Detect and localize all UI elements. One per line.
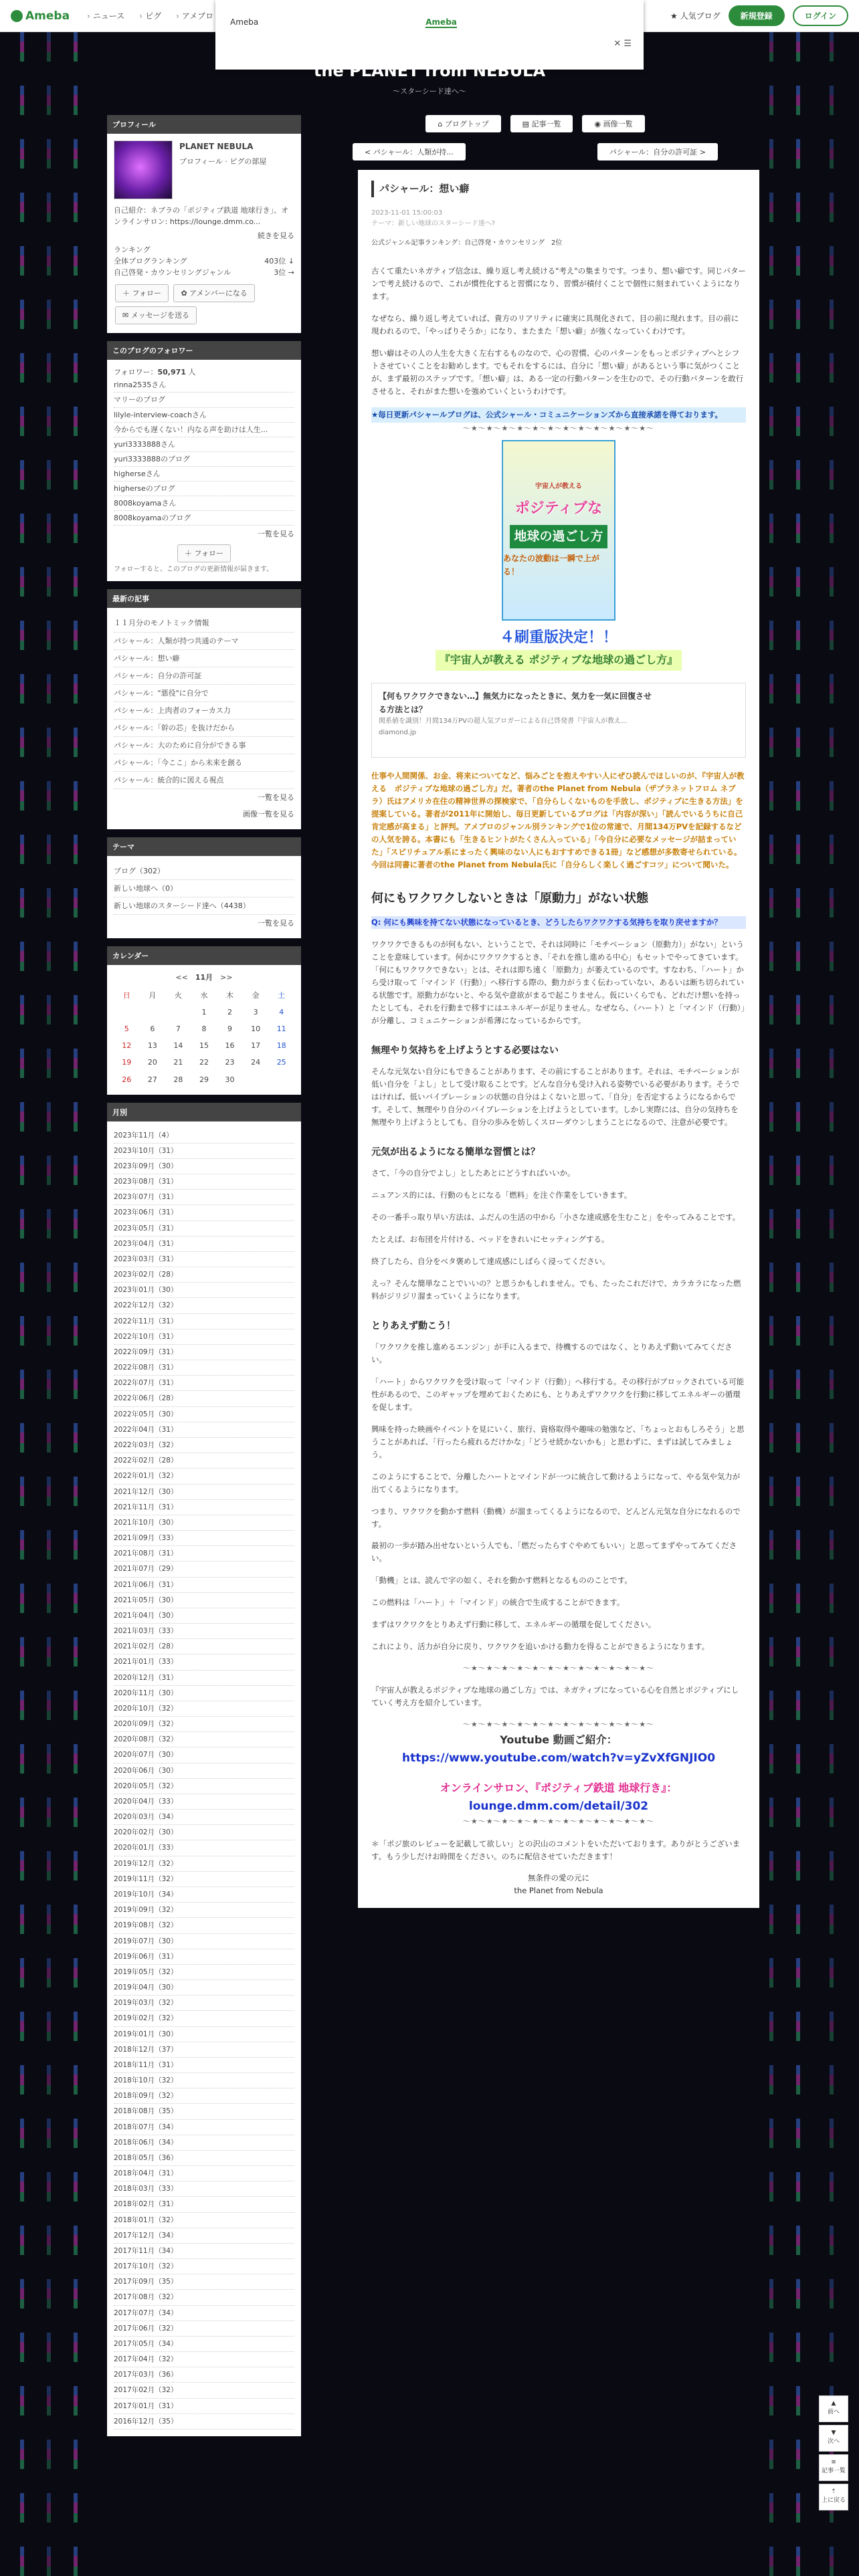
heading-c: 元気が出るようになる簡単な習慣とは？ (371, 1146, 540, 1158)
followers-panel (107, 341, 301, 581)
follower-item[interactable]: マリーのブログ (114, 393, 294, 407)
cal-date[interactable]: 23 (225, 1058, 235, 1067)
recent-item[interactable]: パシャール：統合的に図える視点 (114, 772, 294, 789)
themes-header: テーマ (107, 837, 301, 856)
rank1-label[interactable]: 全体ブログランキング (114, 257, 187, 266)
cal-prev[interactable]: << (175, 973, 188, 982)
gnav-ameblo[interactable]: › アメブロ (176, 10, 213, 21)
recent-item[interactable]: パシャール："悪役"に自分で (114, 685, 294, 702)
month-item[interactable]: 2022年10月（31） (114, 1329, 294, 1345)
cal-week-row (114, 1004, 294, 1021)
book-cover-image[interactable]: 宇宙人が教える ポジティブな 地球の過ごし方 あなたの波動は一瞬で上がる！ (502, 440, 615, 621)
heading-d: とりあえず動こう！ (371, 1320, 456, 1331)
month-item[interactable]: 2021年03月（33） (114, 1624, 294, 1639)
profile-more-link[interactable]: 続きを見る (258, 231, 294, 241)
cal-date[interactable]: 19 (122, 1058, 132, 1067)
month-item[interactable]: 2018年01月（32） (114, 2213, 294, 2228)
divider-wave-3: 〜★〜★〜★〜★〜★〜★〜★〜★〜★〜★〜★〜★〜 (462, 1720, 655, 1729)
month-item[interactable]: 2022年07月（31） (114, 1376, 294, 1391)
para-16: つまり、ワクワクを動かす燃料（動機）が溜まってくるようになるので、どんどん元気な自分になれるのです。 (371, 1506, 741, 1529)
para-2: なぜなら、繰り返し考えていれば、貴方のリアリティに確実に具現化されて、目の前に現れます。目の前に現われるので、「やっぱりそうか」になり、またまた「想い癖」が強くなっていくわけです。 (371, 314, 739, 336)
para-13: 「ハート」からワクワクを受け取って「マインド（行動）」へ移行する。その移行がブロックされている可能性があるので、このギャップを埋めておくためにも、とりあえずワクワクを行動に移してエネルギーの循環を促します。 (371, 1376, 745, 1412)
follower-item[interactable]: yuri3333888のブログ (114, 452, 294, 467)
month-item[interactable]: 2021年04月（30） (114, 1608, 294, 1624)
follow-note: フォローすると、このブログの更新情報が届きます。 (114, 565, 274, 573)
cal-date[interactable]: 14 (173, 1041, 183, 1051)
follower-item[interactable]: lilyle-interview-coachさん (114, 408, 294, 423)
signature-2: the Planet from Nebula (514, 1886, 603, 1896)
cal-date (165, 1004, 191, 1021)
month-item[interactable]: 2022年08月（31） (114, 1360, 294, 1376)
next-fab-button[interactable]: ▼ 次へ (819, 2425, 848, 2452)
month-item[interactable]: 2017年11月（34） (114, 2244, 294, 2259)
month-item[interactable]: 2020年12月（31） (114, 1671, 294, 1686)
cal-week-row (114, 1037, 294, 1054)
month-item[interactable]: 2020年04月（33） (114, 1794, 294, 1810)
cal-date[interactable]: 20 (147, 1058, 157, 1067)
month-item[interactable]: 2020年11月（30） (114, 1686, 294, 1701)
follower-list (114, 378, 294, 525)
para-19: この燃料は「ハート」＋「マインド」の統合で生成することができます。 (371, 1598, 625, 1608)
month-item[interactable]: 2021年02月（28） (114, 1639, 294, 1654)
themes-more-link[interactable]: 一覧を見る (258, 919, 294, 928)
follower-item[interactable]: yuri3333888さん (114, 437, 294, 452)
para-22: 『宇宙人が教えるポジティブな地球の過ごし方』では、ネガティブになっている心を自然とポジティブにしていく考え方を紹介しています。 (371, 1685, 739, 1708)
month-item[interactable]: 2023年08月（31） (114, 1174, 294, 1190)
salon-label: オンラインサロン、『ポジティブ鉄道 地球行き』： (440, 1781, 678, 1794)
themes-list (114, 863, 294, 915)
month-item[interactable]: 2020年07月（30） (114, 1747, 294, 1763)
cal-date[interactable]: 15 (199, 1041, 209, 1051)
themes-panel (107, 837, 301, 938)
theme-item[interactable]: ブログ（302） (114, 863, 294, 880)
month-item[interactable]: 2019年08月（32） (114, 1918, 294, 1933)
para-12: 「ワクワクを推し進めるエンジン」が手に入るまで、待機するのではなく、とりあえず動いてみてください。 (371, 1341, 733, 1364)
top-fab-button[interactable]: ⇡ 上に戻る (819, 2484, 848, 2510)
recent-more-link[interactable]: 一覧を見る (258, 792, 294, 802)
sidebar (107, 115, 301, 2444)
entry-list-button[interactable]: ▤ 記事一覧 (510, 115, 573, 132)
cal-date[interactable]: 27 (147, 1075, 157, 1084)
month-item[interactable]: 2019年10月（34） (114, 1887, 294, 1903)
cal-date[interactable]: 24 (251, 1058, 261, 1067)
month-item[interactable]: 2021年10月（30） (114, 1515, 294, 1531)
ameba-logo-icon (11, 10, 23, 22)
follow-button[interactable]: ＋ フォロー (115, 284, 169, 302)
month-item[interactable]: 2017年09月（35） (114, 2274, 294, 2290)
cal-day-header: 火 (174, 991, 182, 1000)
cal-date[interactable]: 6 (150, 1025, 155, 1034)
month-item[interactable]: 2020年02月（30） (114, 1825, 294, 1840)
recent-item[interactable]: パシャール：上肉者のフォーカス力 (114, 702, 294, 720)
month-item[interactable]: 2022年12月（32） (114, 1298, 294, 1313)
month-item[interactable]: 2023年05月（31） (114, 1221, 294, 1237)
cal-day-header: 土 (278, 991, 286, 1000)
para-6: さて、「今の自分でよし」としたあとにどうすればいいか。 (371, 1168, 575, 1178)
follower-count: フォロワー：50,971 人 (114, 368, 196, 377)
month-item[interactable]: 2023年04月（31） (114, 1237, 294, 1252)
month-item[interactable]: 2021年05月（30） (114, 1593, 294, 1608)
avatar[interactable] (114, 140, 173, 199)
cal-header-row (114, 987, 294, 1004)
month-item[interactable]: 2022年03月（32） (114, 1438, 294, 1453)
follower-item[interactable]: rinna2535さん (114, 378, 294, 393)
floating-nav (819, 2395, 848, 2513)
cal-week-row (114, 1021, 294, 1037)
heading-b: 無理やり気持ちを上げようとする必要はない (371, 1045, 559, 1056)
month-item[interactable]: 2023年09月（30） (114, 1159, 294, 1174)
cal-date[interactable]: 9 (227, 1025, 233, 1034)
cal-date[interactable]: 25 (276, 1058, 286, 1067)
month-item[interactable]: 2019年09月（32） (114, 1903, 294, 1918)
month-item[interactable]: 2017年12月（34） (114, 2228, 294, 2244)
ameba-logo[interactable]: Ameba (11, 9, 70, 23)
recent-item[interactable]: パシャール：大のために自分ができる事 (114, 737, 294, 754)
cal-week-row (114, 1054, 294, 1071)
para-23: ＊「ポジ旅のレビューを記載して欲しい」との沢山のコメントをいただいております。ありがとうございます。もう少しだけお時間をください。のちに配信させていただきます！ (371, 1838, 741, 1861)
recent-item[interactable]: パシャール：想い癖 (114, 650, 294, 667)
month-item[interactable]: 2017年02月（32） (114, 2383, 294, 2398)
month-item[interactable]: 2020年10月（32） (114, 1701, 294, 1717)
month-item[interactable]: 2018年03月（33） (114, 2181, 294, 2197)
images-more-link[interactable]: 画像一覧を見る (243, 810, 294, 819)
cal-date[interactable]: 8 (201, 1025, 207, 1034)
month-item[interactable]: 2019年07月（30） (114, 1934, 294, 1949)
book-intro-paragraph: 仕事や人間関係、お金、将来についてなど、悩みごとを抱えやすい人にぜひ読んでほしいのが、『宇宙人が教える ポジティブな地球の過ごし方』だ。著者のthe Planet from Nebula（ザプラネットフロム ネブラ）氏はアメリカ在住の精神世界の探検家で、「自分らしくないものを手放し、ポジティブに生きる方法」を提案している。著者が2011年に開始し、毎日更新しているブログは「内容が深い」「読んでいるうちに自己肯定感が高まる」と評判。アメブロのジャンル別ランキングで1位の常連で、月間134万PVを記録するなどの人気を誇る。本書にも「生きるヒントがたくさん入っている」「今自分に必要なメッセージが詰まっていた」「スピリチュアル系にまったく興味のない人にもおすすめできる1冊」など感想が多数寄せられている。今回は同書に著者のthe Planet from Nebula氏に「自分らしく楽しく過ごすコツ」について聞いた。 (371, 770, 745, 869)
profile-header: プロフィール (107, 115, 301, 134)
salon-link[interactable]: lounge.dmm.com/detail/302 (468, 1800, 649, 1814)
month-item[interactable]: 2017年06月（32） (114, 2321, 294, 2337)
month-item[interactable]: 2018年06月（34） (114, 2135, 294, 2151)
month-item[interactable]: 2020年08月（32） (114, 1732, 294, 1747)
month-item[interactable]: 2018年09月（32） (114, 2088, 294, 2104)
prev-entry-link[interactable]: < パシャール：人類が持... (353, 143, 466, 160)
month-item[interactable]: 2022年01月（32） (114, 1469, 294, 1484)
followers-more-link[interactable]: 一覧を見る (258, 529, 294, 538)
profile-name[interactable]: PLANET NEBULA (179, 142, 254, 151)
cal-date[interactable]: 2 (227, 1008, 233, 1017)
theme-item[interactable]: 新しい地球へ（0） (114, 880, 294, 897)
article-theme[interactable]: テーマ：新しい地球のスターシード達へ? (371, 220, 496, 228)
month-item[interactable]: 2019年05月（32） (114, 1965, 294, 1980)
blog-title[interactable]: the PLANET from NEBULA (313, 62, 546, 80)
month-item[interactable]: 2017年10月（32） (114, 2259, 294, 2274)
month-item[interactable]: 2017年03月（36） (114, 2367, 294, 2383)
calendar-panel (107, 946, 301, 1094)
month-item[interactable]: 2019年01月（30） (114, 2027, 294, 2042)
cal-date (140, 1004, 166, 1021)
cal-date[interactable]: 12 (122, 1041, 132, 1051)
month-item[interactable]: 2023年07月（31） (114, 1190, 294, 1205)
cal-date[interactable]: 30 (225, 1075, 235, 1084)
cal-date[interactable]: 10 (251, 1025, 261, 1034)
ad-tab-1[interactable]: Ameba (230, 17, 259, 27)
para-17: 最初の一歩が踏み出せないという人でも、「燃だったらすぐやめてもいい」と思ってまずやってみてください。 (371, 1541, 737, 1564)
recent-panel (107, 589, 301, 829)
main-content (311, 115, 759, 1908)
link-card[interactable] (371, 683, 746, 758)
article (358, 170, 759, 1908)
para-8: その一番手っ取り早い方法は、ふだんの生活の中から「小さな達成感を生むこと」をやってみることです。 (371, 1212, 741, 1222)
gnav-pigg[interactable]: › ピグ (139, 10, 161, 21)
month-item[interactable]: 2021年08月（31） (114, 1546, 294, 1562)
cal-date (114, 1004, 140, 1021)
theme-item[interactable]: 新しい地球のスターシード達へ（4438） (114, 897, 294, 915)
month-item[interactable]: 2018年11月（31） (114, 2058, 294, 2073)
month-item[interactable]: 2022年04月（31） (114, 1422, 294, 1438)
month-item[interactable]: 2022年06月（28） (114, 1391, 294, 1406)
month-item[interactable]: 2021年09月（33） (114, 1531, 294, 1546)
month-item[interactable]: 2022年02月（28） (114, 1453, 294, 1469)
follower-item[interactable]: 8008koyamaさん (114, 496, 294, 511)
divider-wave: 〜★〜★〜★〜★〜★〜★〜★〜★〜★〜★〜★〜★〜 (462, 423, 655, 433)
month-item[interactable]: 2019年12月（32） (114, 1856, 294, 1872)
para-1: 古くて重たいネガティブ信念は、繰り返し考え続ける"考え"の集まりです。つまり、想い癖です。同じパターンで考え続けるので、これが慣性化すると習慣になり、習慣が積付くことで個性に刻まれていくようになります。 (371, 266, 746, 302)
divider-wave-2: 〜★〜★〜★〜★〜★〜★〜★〜★〜★〜★〜★〜★〜 (462, 1664, 655, 1673)
follower-item[interactable]: 今からでも遅くない！内なる声を助けは人生... (114, 423, 294, 437)
book-title-banner[interactable]: 『宇宙人が教える ポジティブな地球の過ごし方』 (436, 650, 682, 670)
month-item[interactable]: 2018年10月（32） (114, 2073, 294, 2088)
month-item[interactable]: 2023年10月（31） (114, 1144, 294, 1159)
cal-date[interactable]: 5 (124, 1025, 129, 1034)
signature-1: 無条件の愛の元に (528, 1873, 589, 1883)
card-title: 【何もワクワクできない…】無気力になったときに、気力を一気に回復させる方法とは？ (379, 691, 652, 714)
cal-date[interactable]: 17 (251, 1041, 261, 1051)
month-item[interactable]: 2020年05月（32） (114, 1779, 294, 1794)
cal-date[interactable]: 16 (225, 1041, 235, 1051)
profile-intro: 自己紹介：ネブラの「ポジティブ鉄道 地球行き」、オンラインサロン: https://lounge.dmm.co... (114, 206, 289, 227)
month-item[interactable]: 2022年11月（31） (114, 1314, 294, 1329)
message-button[interactable]: ✉ メッセージを送る (115, 306, 197, 324)
follower-item[interactable]: 8008koyamaのブログ (114, 511, 294, 526)
notice-highlight: ★毎日更新パシャールブログは、公式シャール・コミュニケーションズから直接承諾を得ております。 (371, 407, 746, 423)
ranking-label: ランキング (114, 245, 151, 255)
cal-date[interactable]: 28 (173, 1075, 183, 1084)
month-item[interactable]: 2018年07月（34） (114, 2120, 294, 2135)
login-button[interactable]: ログイン (793, 5, 848, 26)
month-item[interactable]: 2019年03月（32） (114, 1996, 294, 2011)
cal-date[interactable]: 18 (276, 1041, 286, 1051)
para-4: ワクワクできるものが何もない、ということで、それは同時に「モチベーション（原動力）」がない」ということを意味しています。何かにワクワクするとき、「それを推し進める中心」もセットでやってきています。「何にもワクワクできない」とは、それは即ち遠く「原動力」が萎えているのです。すなわち、「ハート」から受け取って「マインド（行動）」へ移行する際の、動力がうまく伝わっていない、あるいは断ち切られている状態です。原動力がないと、やる気や意欲がまるで起こりません。仮にいくらでも、どれだけ想いを持ったとしても、それを行動まで移すにはエネルギーが足りません。なぜなら、（ハート）と「マインド（行動）」が分離し、コミュニケーションが希薄になっているからです。 (371, 940, 745, 1025)
recent-item[interactable]: パシャール：「幹の芯」を抜けだから (114, 720, 294, 737)
month-item[interactable]: 2022年09月（31） (114, 1345, 294, 1360)
list-fab-button[interactable]: ≡ 記事一覧 (819, 2454, 848, 2481)
cal-date[interactable]: 21 (173, 1058, 183, 1067)
rank2-value: 3位 → (274, 268, 294, 278)
month-item[interactable]: 2023年11月（4） (114, 1128, 294, 1144)
cal-date[interactable]: 26 (122, 1075, 132, 1084)
cal-date[interactable]: 1 (201, 1008, 207, 1017)
monthly-panel (107, 1103, 301, 2436)
ad-tab-2[interactable]: Ameba (425, 17, 457, 27)
cal-date[interactable]: 11 (276, 1025, 286, 1034)
month-item[interactable]: 2016年12月（35） (114, 2414, 294, 2430)
reprint-notice: ４刷重版決定！！ (499, 629, 617, 647)
cal-date[interactable]: 3 (253, 1008, 258, 1017)
rank2-label[interactable]: 自己啓発・カウンセリングジャンル (114, 268, 231, 278)
cal-date[interactable]: 4 (279, 1008, 284, 1017)
recent-item[interactable]: １１月分のモノトミック情報 (114, 615, 294, 632)
month-item[interactable]: 2018年12月（37） (114, 2042, 294, 2058)
cal-day-header: 月 (149, 991, 157, 1000)
monthly-header: 月別 (107, 1103, 301, 1121)
article-title: パシャール：想い癖 (371, 181, 746, 197)
month-item[interactable]: 2017年07月（34） (114, 2306, 294, 2321)
month-item[interactable]: 2019年02月（32） (114, 2011, 294, 2026)
recent-item[interactable]: パシャール：自分の許可証 (114, 667, 294, 685)
blog-subtitle: 〜スターシード達へ〜 (393, 87, 466, 96)
recent-header: 最新の記事 (107, 589, 301, 608)
recent-item[interactable]: パシャール：人類が持つ共通のテーマ (114, 633, 294, 650)
month-item[interactable]: 2017年05月（34） (114, 2337, 294, 2352)
cal-day-header: 日 (122, 991, 130, 1000)
cal-date[interactable]: 22 (199, 1058, 209, 1067)
amember-button[interactable]: ✿ アメンバーになる (173, 284, 254, 302)
month-item[interactable]: 2019年06月（31） (114, 1949, 294, 1965)
month-item[interactable]: 2021年06月（31） (114, 1578, 294, 1593)
para-3: 想い癖はその人の人生を大きく左右するものなので、心の習慣、心のパターンをもっとポジティブへとシフトさせていくことをお勧めします。でもそれをするには、自分に「想い癖」があるという事に気がつくことが、まず最初のステップです。「想い癖」は、ある一定の行動パターンを生むので、その行動パターンを敢行させると、それがまた想いを強めていくというわけです。 (371, 348, 744, 396)
cal-date (268, 1071, 294, 1088)
cal-date (243, 1071, 269, 1088)
month-item[interactable]: 2023年01月（30） (114, 1283, 294, 1298)
cal-day-header: 金 (252, 991, 260, 1000)
para-9: たとえば、お布団を片付ける、ベッドをきれいにセッティングする。 (371, 1234, 609, 1244)
month-item[interactable]: 2020年06月（30） (114, 1763, 294, 1779)
month-item[interactable]: 2018年04月（31） (114, 2166, 294, 2181)
month-item[interactable]: 2019年04月（30） (114, 1980, 294, 1996)
month-item[interactable]: 2018年05月（36） (114, 2151, 294, 2166)
card-source: diamond.jp (379, 728, 417, 736)
ad-popup (215, 0, 644, 70)
month-item[interactable]: 2020年03月（34） (114, 1810, 294, 1825)
para-18: 「動機」とは、読んで字の如く、それを動かす燃料となるもののことです。 (371, 1576, 632, 1586)
recent-item[interactable]: パシャール：「今ここ」から未来を創る (114, 754, 294, 772)
profile-links[interactable]: プロフィール · ピグの部屋 (179, 156, 267, 166)
para-21: これにより、活力が自分に戻り、ワクワクを追いかける動力を得ることができるようになります。 (371, 1642, 710, 1652)
cal-day-header: 木 (226, 991, 234, 1000)
signup-button[interactable]: 新規登録 (729, 5, 785, 26)
genre-rank[interactable]: 公式ジャンル記事ランキング：自己啓発・カウンセリング 2位 (371, 239, 563, 247)
para-10: 終了したら、自分をベタ褒めして達成感にしばらく浸ってください。 (371, 1256, 610, 1266)
follow-button-2[interactable]: ＋ フォロー (177, 544, 231, 562)
para-7: ニュアンス的には、行動のもとになる「燃料」を注ぐ作業をしていきます。 (371, 1190, 632, 1200)
para-15: このようにすることで、分離したハートとマインドが一つに統合して動けるようになって、やる気や気力が出てくるようになります。 (371, 1471, 741, 1494)
rank1-value: 403位 ↓ (264, 257, 294, 266)
youtube-label: Youtube 動画ご紹介： (500, 1733, 617, 1746)
cal-week-row (114, 1071, 294, 1088)
cal-date[interactable]: 29 (199, 1075, 209, 1084)
para-5: そんな元気ない自分にもできることがあります、その前にすることがあります。それは、モチベーションが低い自分を「よし」として受け取ることです。どんな自分も受け入れる姿勢でいる必要があります。そうではければ、低いバイブレーションの状態の自分はよくないと思って、「自分」を否定するようになるからです。そして、無理やり自分のバイブレーションを上げようとしています。しかし実際には、自分の気持ちを無理やり上げようとしても、自分の歩みを妨しくスローダウンしまうことになるので、注意が必要です。 (371, 1067, 740, 1127)
card-desc: 関系値を識別！月間134万PVの超人気ブロガーによる自己啓発書『宇宙人が教え... (379, 718, 628, 726)
followers-header: このブログのフォロワー (107, 341, 301, 360)
month-item[interactable]: 2017年08月（32） (114, 2290, 294, 2305)
month-item[interactable]: 2023年03月（31） (114, 1252, 294, 1267)
close-icon[interactable]: ✕ ☰ (613, 39, 632, 49)
para-14: 興味を持った映画やイベントを見にいく、旅行、資格取得や趣味の勉強など、「ちょっとおもしろそう」と思うことがあれば、「行ったら疲れるだけかな」「どうせ続かないかも」と思わずに、まずは試してみましょう。 (371, 1424, 745, 1459)
image-list-button[interactable]: ◉ 画像一覧 (582, 115, 644, 132)
card-thumbnail (658, 690, 739, 750)
month-item[interactable]: 2023年06月（31） (114, 1205, 294, 1220)
prev-fab-button[interactable]: ▲ 前へ (819, 2395, 848, 2422)
monthly-list (107, 1121, 301, 2436)
month-item[interactable]: 2021年01月（33） (114, 1654, 294, 1670)
month-item[interactable]: 2018年02月（31） (114, 2197, 294, 2212)
cal-next[interactable]: >> (220, 973, 233, 982)
cal-day-header: 水 (200, 991, 208, 1000)
youtube-link[interactable]: https://www.youtube.com/watch?v=yZvXfGNJIO0 (401, 1751, 716, 1765)
calendar-table (114, 987, 294, 1087)
profile-panel (107, 115, 301, 333)
para-20: まずはワクワクをとりあえず行動に移して、エネルギーの循環を促してください。 (371, 1620, 656, 1630)
month-item[interactable]: 2021年12月（30） (114, 1485, 294, 1500)
calendar-header: カレンダー (107, 946, 301, 965)
month-item[interactable]: 2021年11月（31） (114, 1500, 294, 1515)
month-item[interactable]: 2021年07月（29） (114, 1562, 294, 1577)
question-line: Q: 何にも興味を持てない状態になっているとき、どうしたらワクワクする気持ちを取り戻せますか？ (371, 916, 746, 929)
gnav-news[interactable]: › ニュース (87, 10, 124, 21)
month-item[interactable]: 2022年05月（30） (114, 1407, 294, 1422)
heading-a: 何にもワクワクしないときは「原動力」がない状態 (371, 891, 648, 905)
cal-date[interactable]: 13 (147, 1041, 157, 1051)
article-date: 2023-11-01 15:00:03 (371, 209, 443, 217)
month-item[interactable]: 2023年02月（28） (114, 1267, 294, 1283)
follower-item[interactable]: higherseさん (114, 467, 294, 481)
cal-month: 11月 (195, 973, 213, 982)
month-item[interactable]: 2020年01月（33） (114, 1840, 294, 1856)
cal-date[interactable]: 7 (175, 1025, 181, 1034)
month-item[interactable]: 2018年08月（35） (114, 2104, 294, 2119)
follower-item[interactable]: higherseのブログ (114, 481, 294, 496)
month-item[interactable]: 2017年04月（32） (114, 2352, 294, 2367)
para-11: えっ？そんな簡単なことでいいの？と思うかもしれません。でも、たったこれだけで、カラカラになった燃料がジリジリ溜まっていくようになります。 (371, 1278, 741, 1301)
popular-blog-link[interactable]: ★ 人気ブログ (670, 11, 721, 21)
next-entry-link[interactable]: パシャール：自分の許可証 > (597, 143, 718, 160)
month-item[interactable]: 2019年11月（32） (114, 1872, 294, 1887)
blog-top-button[interactable]: ⌂ ブログトップ (425, 115, 500, 132)
recent-list (114, 615, 294, 788)
month-item[interactable]: 2017年01月（31） (114, 2399, 294, 2414)
divider-wave-4: 〜★〜★〜★〜★〜★〜★〜★〜★〜★〜★〜★〜★〜 (462, 1817, 655, 1826)
month-item[interactable]: 2020年09月（32） (114, 1717, 294, 1732)
